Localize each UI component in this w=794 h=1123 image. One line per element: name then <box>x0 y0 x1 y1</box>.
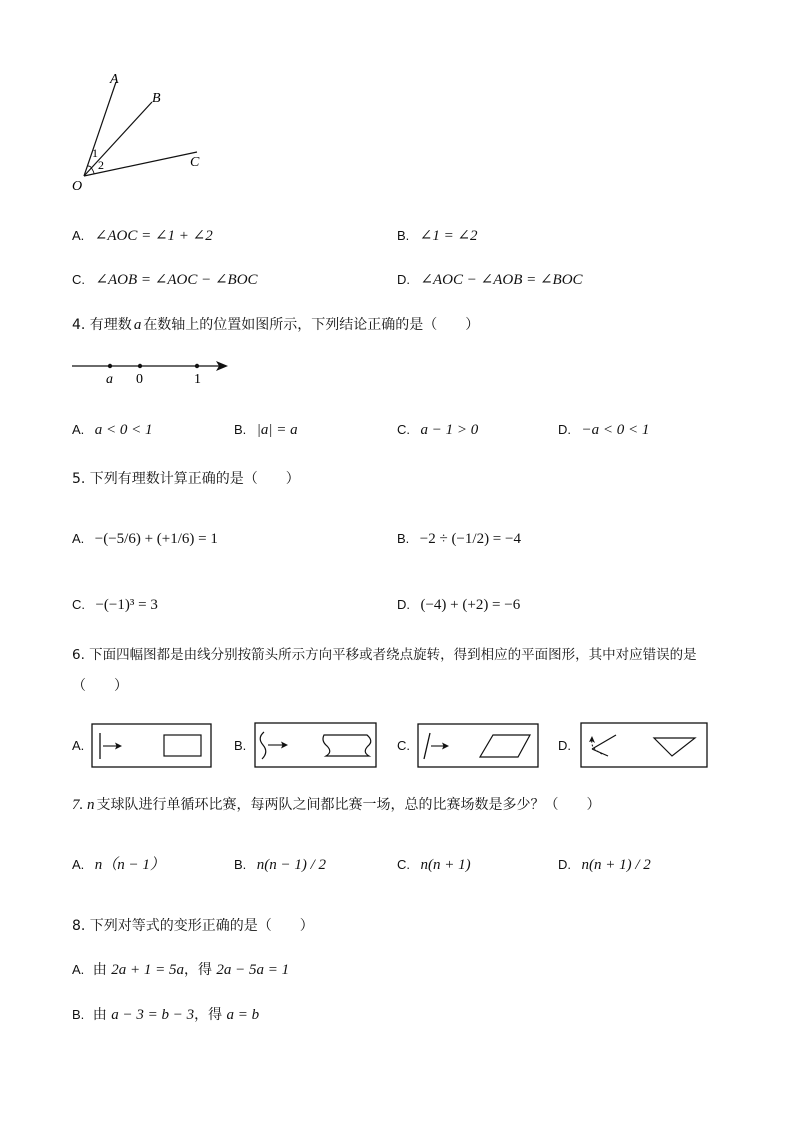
ray-ob <box>84 102 152 176</box>
q6-option-b-figure[interactable] <box>254 722 377 768</box>
label-o: O <box>72 179 83 194</box>
option-text: ∠AOB = ∠AOC − ∠BOC <box>95 272 258 288</box>
q7-option-c[interactable] <box>397 856 471 874</box>
label-a: A <box>110 72 119 87</box>
q6-stem-line1: 6. 下面四幅图都是由线分别按箭头所示方向平移或者绕点旋转，得到相应的平面图形，其中对应错误的是 <box>72 647 697 663</box>
q7-option-d[interactable] <box>558 856 651 874</box>
label-zero: 0 <box>136 372 143 387</box>
option-text: −(−1)³ = 3 <box>95 597 158 613</box>
option-text: −a < 0 < 1 <box>581 422 650 438</box>
point-zero <box>138 364 142 368</box>
option-letter: B. <box>234 422 247 437</box>
option-text: −(−5/6) + (+1/6) = 1 <box>94 531 218 547</box>
q3-option-a[interactable] <box>72 227 213 245</box>
q4-option-b[interactable] <box>234 421 298 439</box>
q5-stem: 5. 下列有理数计算正确的是（ ） <box>72 471 300 487</box>
option-letter: A. <box>72 531 85 546</box>
label-c: C <box>190 155 200 170</box>
angle-figure <box>60 62 220 197</box>
option-letter: A. <box>72 228 85 243</box>
q5-option-b[interactable] <box>397 530 521 548</box>
label-a: a <box>106 372 113 387</box>
option-text: ∠1 = ∠2 <box>419 228 478 244</box>
option-letter: B. <box>397 228 410 243</box>
option-text: −2 ÷ (−1/2) = −4 <box>419 531 521 547</box>
option-letter: B. <box>397 531 410 546</box>
option-text: (−4) + (+2) = −6 <box>420 597 521 613</box>
q5-option-a[interactable] <box>72 530 218 548</box>
q3-option-c[interactable] <box>72 271 258 289</box>
q6-stem-line2: （ ） <box>72 678 128 694</box>
q6-option-a-figure[interactable] <box>91 723 212 768</box>
q6-option-b-letter[interactable]: B. <box>234 738 247 753</box>
option-text: n(n − 1) / 2 <box>256 857 327 873</box>
q8-option-b[interactable]: B. 由 a − 3 = b − 3，得 a = b <box>72 1007 260 1023</box>
option-letter: A. <box>72 962 85 977</box>
q6-option-a-letter[interactable]: A. <box>72 738 85 753</box>
q5-option-c[interactable] <box>72 596 158 614</box>
q7-option-a[interactable] <box>72 856 165 874</box>
q8-stem: 8. 下列对等式的变形正确的是（ ） <box>72 918 314 934</box>
option-letter: D. <box>397 597 410 612</box>
point-one <box>195 364 199 368</box>
q3-option-d[interactable] <box>397 271 583 289</box>
option-text: ∠AOC − ∠AOB = ∠BOC <box>420 272 583 288</box>
q4-option-d[interactable] <box>558 421 649 439</box>
q6-option-d-letter[interactable]: D. <box>558 738 571 753</box>
option-letter: C. <box>72 597 85 612</box>
q8-option-a[interactable]: A. 由 2a + 1 = 5a，得 2a − 5a = 1 <box>72 962 290 978</box>
option-letter: A. <box>72 857 85 872</box>
option-text: ∠AOC = ∠1 + ∠2 <box>94 228 213 244</box>
option-letter: B. <box>234 857 247 872</box>
option-text: n(n + 1) / 2 <box>581 857 651 873</box>
option-text: a − 1 > 0 <box>420 422 479 438</box>
option-letter: C. <box>72 272 85 287</box>
q7-option-b[interactable] <box>234 856 326 874</box>
q6-option-c-figure[interactable] <box>417 723 539 768</box>
number-line-figure <box>70 355 235 387</box>
option-text: n(n + 1) <box>420 857 471 873</box>
q3-option-b[interactable] <box>397 227 478 245</box>
q6-option-c-letter[interactable]: C. <box>397 738 410 753</box>
option-letter: C. <box>397 422 410 437</box>
option-letter: D. <box>558 422 571 437</box>
q5-option-d[interactable] <box>397 596 520 614</box>
point-a <box>108 364 112 368</box>
q6-option-d-figure[interactable] <box>580 722 708 768</box>
option-letter: A. <box>72 422 85 437</box>
option-text: |a| = a <box>256 422 298 438</box>
q4-stem: 4. 有理数 a 在数轴上的位置如图所示，下列结论正确的是（ ） <box>72 317 480 333</box>
option-letter: B. <box>72 1007 85 1022</box>
q7-stem: 7. n 支球队进行单循环比赛，每两队之间都比赛一场，总的比赛场数是多少？（ ） <box>72 797 601 813</box>
angle-arc-1 <box>88 166 92 169</box>
label-b: B <box>152 91 161 106</box>
option-letter: D. <box>558 857 571 872</box>
q4-option-c[interactable] <box>397 421 478 439</box>
label-angle-1: 1 <box>92 146 98 160</box>
angle-arc-2 <box>92 169 94 174</box>
label-angle-2: 2 <box>98 158 104 172</box>
label-one: 1 <box>194 372 201 387</box>
option-text: a < 0 < 1 <box>94 422 153 438</box>
option-letter: D. <box>397 272 410 287</box>
option-text: n（n − 1） <box>94 857 165 873</box>
q4-option-a[interactable] <box>72 421 153 439</box>
option-letter: C. <box>397 857 410 872</box>
